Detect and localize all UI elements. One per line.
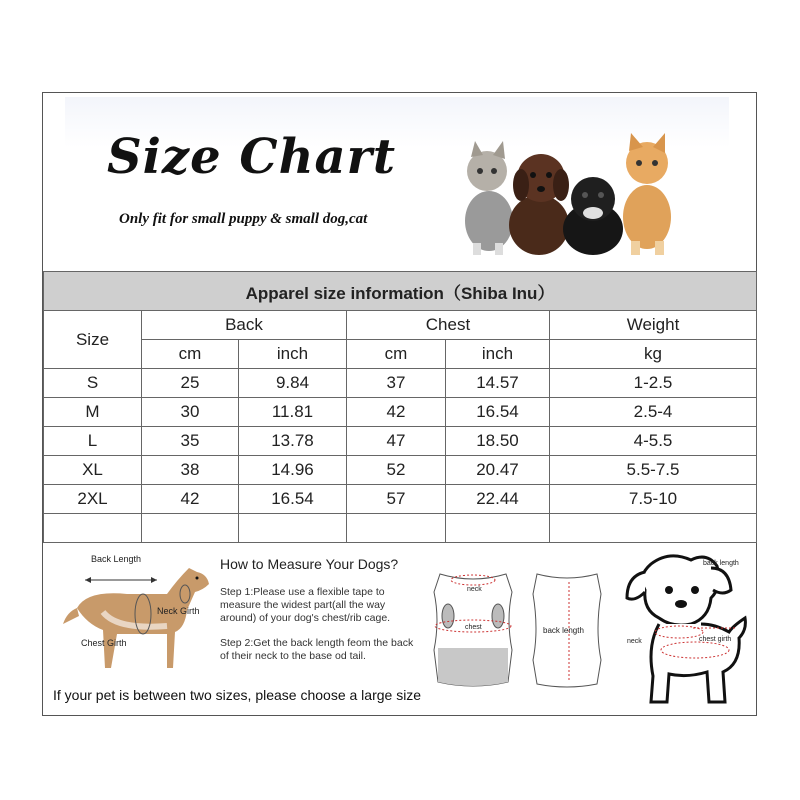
cell-weight: 1-2.5 bbox=[550, 369, 757, 398]
table-row bbox=[44, 456, 757, 485]
cell-chest-inch: 18.50 bbox=[446, 427, 550, 456]
cell-back-inch: 11.81 bbox=[239, 398, 347, 427]
cell-back-inch: 9.84 bbox=[239, 369, 347, 398]
table-row bbox=[44, 485, 757, 514]
unit-back-cm: cm bbox=[142, 340, 239, 369]
cell-weight: 5.5-7.5 bbox=[550, 456, 757, 485]
table-row bbox=[44, 398, 757, 427]
cell-back-cm: 42 bbox=[142, 485, 239, 514]
cell-back-inch: 16.54 bbox=[239, 485, 347, 514]
cell-back-cm: 35 bbox=[142, 427, 239, 456]
cell-weight: 2.5-4 bbox=[550, 398, 757, 427]
page-title: Size Chart bbox=[107, 129, 397, 185]
unit-chest-inch: inch bbox=[446, 340, 550, 369]
table-row bbox=[44, 427, 757, 456]
vest-label-neck: neck bbox=[467, 586, 482, 593]
header-chest: Chest bbox=[347, 311, 550, 340]
label-back-length: Back Length bbox=[91, 554, 142, 564]
cell-chest-cm: 52 bbox=[347, 456, 446, 485]
pets-photo bbox=[451, 133, 691, 258]
cell-size: XL bbox=[44, 456, 142, 485]
measure-step-2: Step 2:Get the back length feom the back of their neck to the base od tail. bbox=[220, 637, 414, 662]
cell-size: L bbox=[44, 427, 142, 456]
cell-weight: 4-5.5 bbox=[550, 427, 757, 456]
unit-back-inch: inch bbox=[239, 340, 347, 369]
subtitle: Only fit for small puppy & small dog,cat bbox=[119, 211, 368, 227]
cell-chest-cm: 47 bbox=[347, 427, 446, 456]
cell-size: S bbox=[44, 369, 142, 398]
cell-size: M bbox=[44, 398, 142, 427]
unit-chest-cm: cm bbox=[347, 340, 446, 369]
table-banner: Apparel size information（Shiba Inu） bbox=[44, 272, 757, 311]
cell-chest-inch: 20.47 bbox=[446, 456, 550, 485]
measure-step-1: Step 1:Please use a flexible tape to measure the widest part(all the way around) of your dog's chest/rib cage. bbox=[220, 586, 391, 624]
dog-measure-photo bbox=[57, 550, 227, 680]
measure-title: How to Measure Your Dogs? bbox=[220, 556, 399, 572]
table-row-empty bbox=[44, 514, 757, 543]
cell-back-cm: 25 bbox=[142, 369, 239, 398]
cell-weight: 7.5-10 bbox=[550, 485, 757, 514]
cell-chest-cm: 37 bbox=[347, 369, 446, 398]
size-table bbox=[43, 271, 757, 543]
header-back: Back bbox=[142, 311, 347, 340]
cell-chest-inch: 22.44 bbox=[446, 485, 550, 514]
table-row bbox=[44, 369, 757, 398]
size-chart-frame bbox=[42, 92, 757, 716]
cartoon-label-neck: neck bbox=[627, 638, 642, 645]
cartoon-label-back-length: back length bbox=[703, 560, 739, 567]
unit-weight-kg: kg bbox=[550, 340, 757, 369]
cell-size: 2XL bbox=[44, 485, 142, 514]
cell-back-inch: 13.78 bbox=[239, 427, 347, 456]
cell-back-cm: 38 bbox=[142, 456, 239, 485]
header-weight: Weight bbox=[550, 311, 757, 340]
cartoon-label-chest-girth: chest girth bbox=[699, 636, 732, 643]
measure-section bbox=[43, 540, 756, 716]
cartoon-dog-diagram bbox=[611, 546, 751, 711]
label-neck-girth: Neck Girth bbox=[157, 606, 200, 616]
cell-chest-inch: 14.57 bbox=[446, 369, 550, 398]
cell-chest-inch: 16.54 bbox=[446, 398, 550, 427]
vest-label-back-length: back length bbox=[543, 626, 584, 635]
cell-back-cm: 30 bbox=[142, 398, 239, 427]
header bbox=[43, 93, 756, 271]
label-chest-girth: Chest Girth bbox=[81, 638, 127, 648]
cell-chest-cm: 42 bbox=[347, 398, 446, 427]
vest-label-chest: chest bbox=[465, 624, 482, 631]
header-size: Size bbox=[44, 311, 142, 369]
cell-back-inch: 14.96 bbox=[239, 456, 347, 485]
cell-chest-cm: 57 bbox=[347, 485, 446, 514]
size-note: If your pet is between two sizes, please choose a large size bbox=[53, 687, 422, 703]
